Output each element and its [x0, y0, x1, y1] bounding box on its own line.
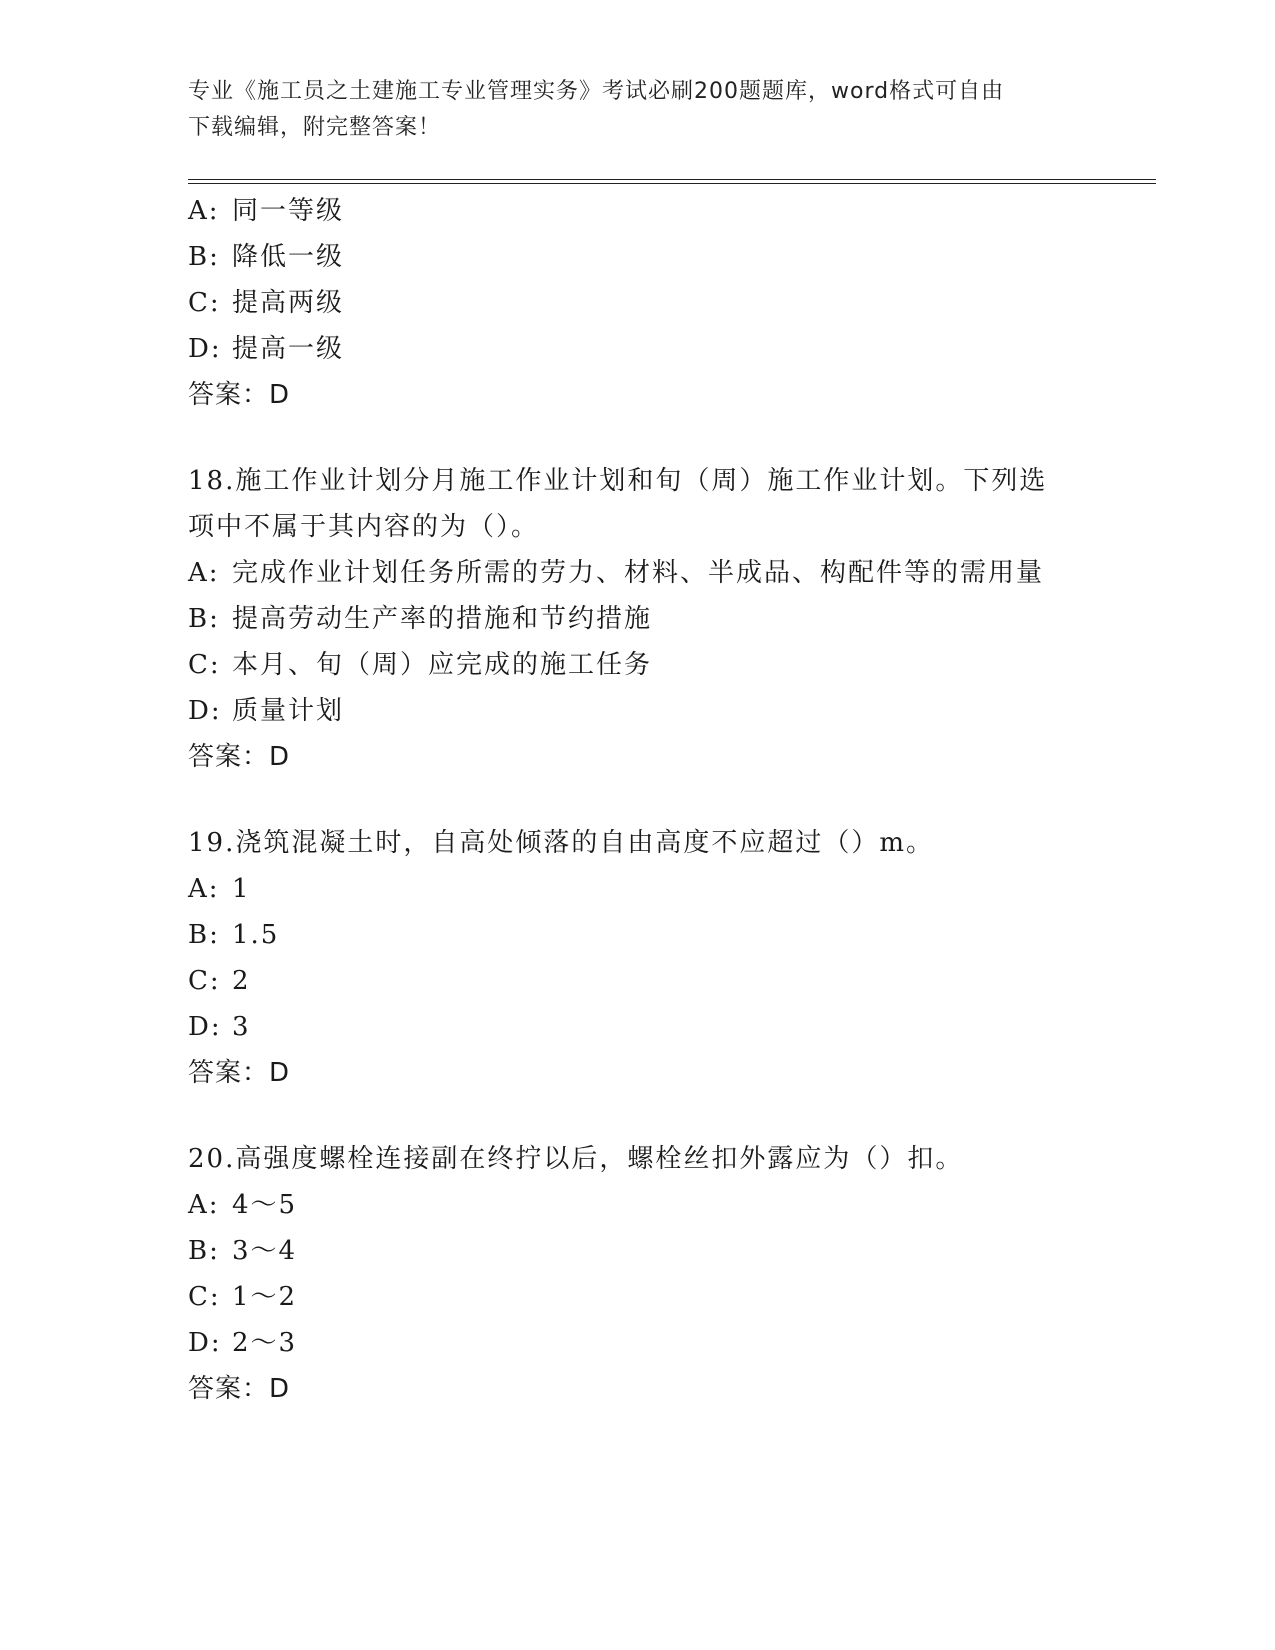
option-key: B:: [188, 604, 220, 634]
question-stem-line-2: 项中不属于其内容的为（）。: [188, 512, 540, 542]
question-stem: [188, 458, 1088, 550]
option-text: 提高两级: [232, 288, 345, 318]
option-text: 3: [232, 1012, 251, 1042]
question-19: [188, 820, 1168, 1096]
question-18: [188, 458, 1168, 780]
option-text: 3～4: [232, 1236, 298, 1266]
option-key: A:: [188, 196, 220, 226]
option-b: [188, 912, 1168, 958]
question-content: [188, 188, 1168, 1412]
option-key: D:: [188, 334, 222, 364]
option-text: 提高劳动生产率的措施和节约措施: [232, 604, 653, 634]
option-a: [188, 866, 1168, 912]
question-stem-line-1: 19.浇筑混凝土时，自高处倾落的自由高度不应超过（）m。: [188, 828, 935, 858]
option-c: [188, 1274, 1168, 1320]
option-key: D:: [188, 1012, 222, 1042]
answer-line: 答案：D: [188, 1374, 291, 1404]
question-20: [188, 1136, 1168, 1412]
answer-line: 答案：D: [188, 742, 291, 772]
option-b: [188, 1228, 1168, 1274]
option-c: [188, 280, 1168, 326]
option-key: A:: [188, 874, 220, 904]
option-key: A:: [188, 558, 220, 588]
document-header: [188, 74, 1088, 146]
option-key: B:: [188, 920, 220, 950]
question-17-continued: [188, 188, 1168, 418]
option-text: 同一等级: [232, 196, 345, 226]
header-line-2: 下载编辑，附完整答案！: [188, 115, 442, 140]
option-key: C:: [188, 966, 221, 996]
option-a: [188, 188, 1168, 234]
option-text: 本月、旬（周）应完成的施工任务: [232, 650, 653, 680]
question-stem: [188, 820, 1088, 866]
header-divider-top: [188, 179, 1156, 180]
option-text: 1: [232, 874, 251, 904]
option-b: [188, 234, 1168, 280]
answer-line: 答案：D: [188, 380, 291, 410]
option-d: [188, 1320, 1168, 1366]
question-stem-line-1: 18.施工作业计划分月施工作业计划和旬（周）施工作业计划。下列选: [188, 466, 1048, 496]
option-d: [188, 1004, 1168, 1050]
option-text: 2～3: [232, 1328, 298, 1358]
option-key: D:: [188, 1328, 222, 1358]
header-line-1: 专业《施工员之土建施工专业管理实务》考试必刷200题题库，word格式可自由: [188, 79, 1005, 104]
option-key: C:: [188, 288, 221, 318]
option-d: [188, 688, 1168, 734]
header-divider-bottom: [188, 183, 1156, 184]
option-text: 降低一级: [232, 242, 345, 272]
option-key: C:: [188, 1282, 221, 1312]
option-b: [188, 596, 1168, 642]
option-text: 4～5: [232, 1190, 298, 1220]
option-key: C:: [188, 650, 221, 680]
option-c: [188, 642, 1168, 688]
option-text: 提高一级: [232, 334, 345, 364]
option-text: 1.5: [232, 920, 280, 950]
option-text: 完成作业计划任务所需的劳力、材料、半成品、构配件等的需用量: [232, 558, 1045, 588]
option-text: 2: [232, 966, 251, 996]
option-text: 质量计划: [232, 696, 345, 726]
option-key: D:: [188, 696, 222, 726]
question-stem: [188, 1136, 1088, 1182]
option-c: [188, 958, 1168, 1004]
option-a: [188, 1182, 1168, 1228]
option-key: B:: [188, 1236, 220, 1266]
option-key: B:: [188, 242, 220, 272]
option-text: 1～2: [232, 1282, 298, 1312]
option-a: [188, 550, 1168, 596]
answer-line: 答案：D: [188, 1058, 291, 1088]
question-stem-line-1: 20.高强度螺栓连接副在终拧以后，螺栓丝扣外露应为（）扣。: [188, 1144, 964, 1174]
option-d: [188, 326, 1168, 372]
option-key: A:: [188, 1190, 220, 1220]
